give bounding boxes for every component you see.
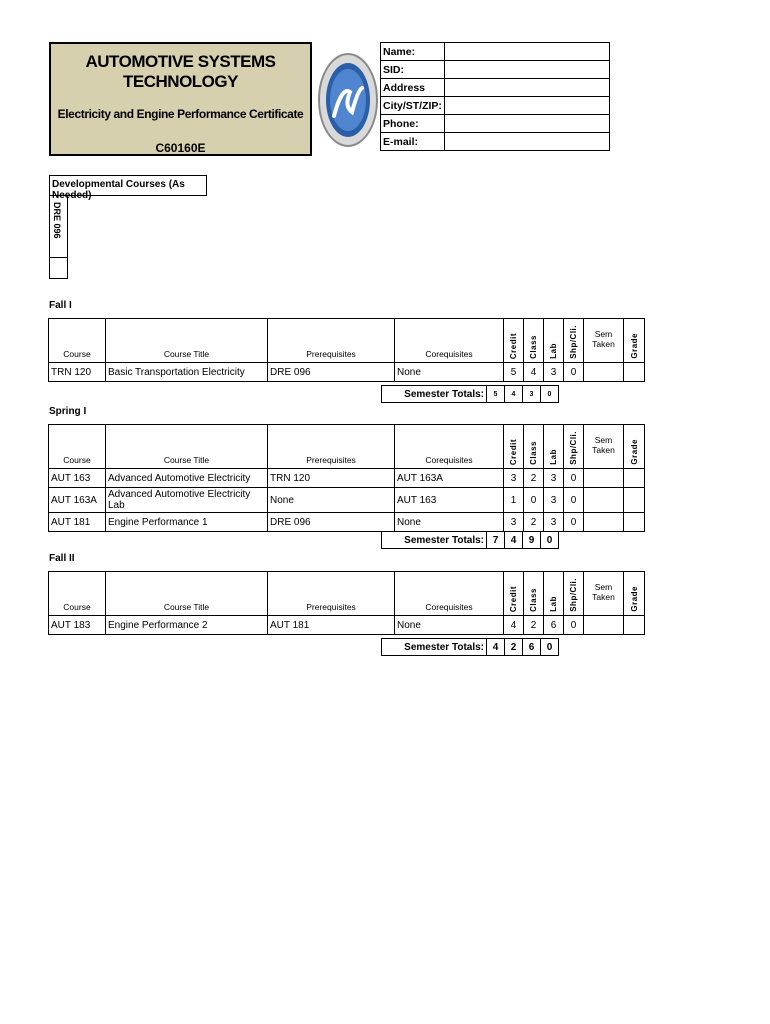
entry-cell[interactable]	[584, 363, 624, 382]
table-cell: 3	[544, 469, 564, 488]
table-cell: 2	[524, 616, 544, 635]
table-cell: Advanced Automotive Electricity	[106, 469, 268, 488]
semester-label: Fall II	[49, 553, 75, 564]
table-cell: 3	[544, 363, 564, 382]
column-header: Prerequisites	[268, 572, 395, 616]
developmental-course-code: DRE 096	[52, 202, 62, 239]
student-info-label: Address	[381, 79, 445, 97]
student-info-field[interactable]	[444, 61, 609, 79]
column-header: Course	[49, 572, 106, 616]
table-cell: Advanced Automotive Electricity Lab	[106, 488, 268, 513]
table-cell: Basic Transportation Electricity	[106, 363, 268, 382]
column-header: Shp/Cli.	[564, 572, 584, 616]
column-header: Course	[49, 319, 106, 363]
semester-total-lab: 6	[523, 639, 541, 656]
semester-total-class: 2	[505, 639, 523, 656]
table-cell: 3	[504, 469, 524, 488]
column-header: Grade	[624, 572, 645, 616]
student-info-field[interactable]	[444, 133, 609, 151]
table-cell: 4	[504, 616, 524, 635]
column-header: Prerequisites	[268, 425, 395, 469]
table-cell: TRN 120	[268, 469, 395, 488]
entry-cell[interactable]	[584, 513, 624, 532]
semester-total-class: 4	[505, 532, 523, 549]
student-info-field[interactable]	[444, 43, 609, 61]
student-info-field[interactable]	[444, 97, 609, 115]
semester-totals-label: Semester Totals:	[382, 639, 487, 656]
table-row	[49, 363, 645, 382]
column-header: Credit	[504, 319, 524, 363]
entry-cell[interactable]	[624, 363, 645, 382]
student-info-table	[380, 42, 610, 151]
column-header: Corequisites	[395, 572, 504, 616]
table-cell: 2	[524, 513, 544, 532]
table-cell: 3	[544, 513, 564, 532]
table-cell: None	[395, 513, 504, 532]
table-cell: 5	[504, 363, 524, 382]
table-cell: AUT 181	[49, 513, 106, 532]
student-info-label: City/ST/ZIP:	[381, 97, 445, 115]
semester-totals-label: Semester Totals:	[382, 386, 487, 403]
table-cell: AUT 163A	[49, 488, 106, 513]
table-cell: AUT 163	[49, 469, 106, 488]
table-cell: 1	[504, 488, 524, 513]
column-header: Class	[524, 572, 544, 616]
developmental-grade-cell[interactable]	[49, 258, 68, 279]
semester-total-credit: 4	[487, 639, 505, 656]
table-row	[49, 488, 645, 513]
entry-cell[interactable]	[624, 469, 645, 488]
semester-totals	[381, 385, 559, 403]
table-cell: Engine Performance 2	[106, 616, 268, 635]
column-header: Course Title	[106, 572, 268, 616]
student-info-row	[381, 97, 610, 115]
student-info-label: Phone:	[381, 115, 445, 133]
course-table	[48, 318, 645, 382]
column-header: Shp/Cli.	[564, 425, 584, 469]
developmental-courses-label: Developmental Courses (As Needed)	[49, 175, 207, 196]
table-cell: None	[395, 616, 504, 635]
table-cell: 6	[544, 616, 564, 635]
table-cell: None	[268, 488, 395, 513]
table-cell: AUT 183	[49, 616, 106, 635]
semester-total-class: 4	[505, 386, 523, 403]
table-cell: 0	[564, 469, 584, 488]
column-header: Prerequisites	[268, 319, 395, 363]
entry-cell[interactable]	[584, 469, 624, 488]
column-header: Course Title	[106, 319, 268, 363]
table-cell: TRN 120	[49, 363, 106, 382]
course-table	[48, 424, 645, 532]
column-header: Lab	[544, 319, 564, 363]
table-cell: AUT 181	[268, 616, 395, 635]
table-cell: 4	[524, 363, 544, 382]
table-cell: 0	[564, 363, 584, 382]
student-info-field[interactable]	[444, 79, 609, 97]
student-info-field[interactable]	[444, 115, 609, 133]
column-header: Credit	[504, 572, 524, 616]
entry-cell[interactable]	[624, 488, 645, 513]
student-info-row	[381, 133, 610, 151]
entry-cell[interactable]	[624, 616, 645, 635]
table-cell: 0	[524, 488, 544, 513]
table-cell: Engine Performance 1	[106, 513, 268, 532]
semester-label: Fall I	[49, 300, 72, 311]
column-header: Corequisites	[395, 425, 504, 469]
column-header: Class	[524, 319, 544, 363]
column-header: Lab	[544, 572, 564, 616]
student-info-label: SID:	[381, 61, 445, 79]
semester-totals-label: Semester Totals:	[382, 532, 487, 549]
semester-totals	[381, 531, 559, 549]
table-cell: 3	[544, 488, 564, 513]
entry-cell[interactable]	[584, 616, 624, 635]
column-header: Lab	[544, 425, 564, 469]
student-info-row	[381, 61, 610, 79]
semester-total-shp: 0	[541, 639, 559, 656]
table-row	[49, 616, 645, 635]
certificate-name: Electricity and Engine Performance Certificate	[57, 107, 304, 121]
column-header: Grade	[624, 425, 645, 469]
student-info-row	[381, 43, 610, 61]
table-cell: AUT 163	[395, 488, 504, 513]
column-header: Credit	[504, 425, 524, 469]
student-info-label: E-mail:	[381, 133, 445, 151]
semester-total-lab: 9	[523, 532, 541, 549]
table-cell: 2	[524, 469, 544, 488]
student-info-row	[381, 115, 610, 133]
developmental-course-cell	[49, 196, 68, 258]
semester-total-credit: 5	[487, 386, 505, 403]
column-header: Shp/Cli.	[564, 319, 584, 363]
column-header: Sem Taken	[584, 572, 624, 616]
column-header: Course Title	[106, 425, 268, 469]
table-cell: 3	[504, 513, 524, 532]
table-cell: AUT 163A	[395, 469, 504, 488]
semester-total-credit: 7	[487, 532, 505, 549]
column-header: Grade	[624, 319, 645, 363]
student-info-label: Name:	[381, 43, 445, 61]
semester-label: Spring I	[49, 406, 87, 417]
college-logo-icon	[316, 46, 380, 154]
course-table	[48, 571, 645, 635]
table-cell: DRE 096	[268, 363, 395, 382]
column-header: Course	[49, 425, 106, 469]
program-title: AUTOMOTIVE SYSTEMS TECHNOLOGY	[85, 52, 276, 91]
student-info-row	[381, 79, 610, 97]
entry-cell[interactable]	[624, 513, 645, 532]
semester-total-shp: 0	[541, 532, 559, 549]
table-cell: 0	[564, 616, 584, 635]
column-header: Class	[524, 425, 544, 469]
semester-total-shp: 0	[541, 386, 559, 403]
table-row	[49, 513, 645, 532]
entry-cell[interactable]	[584, 488, 624, 513]
table-cell: 0	[564, 513, 584, 532]
semester-total-lab: 3	[523, 386, 541, 403]
column-header: Corequisites	[395, 319, 504, 363]
semester-totals	[381, 638, 559, 656]
table-cell: 0	[564, 488, 584, 513]
program-title-box	[49, 42, 312, 156]
table-cell: DRE 096	[268, 513, 395, 532]
column-header: Sem Taken	[584, 425, 624, 469]
table-cell: None	[395, 363, 504, 382]
column-header: Sem Taken	[584, 319, 624, 363]
program-code: C60160E	[155, 141, 206, 155]
table-row	[49, 469, 645, 488]
